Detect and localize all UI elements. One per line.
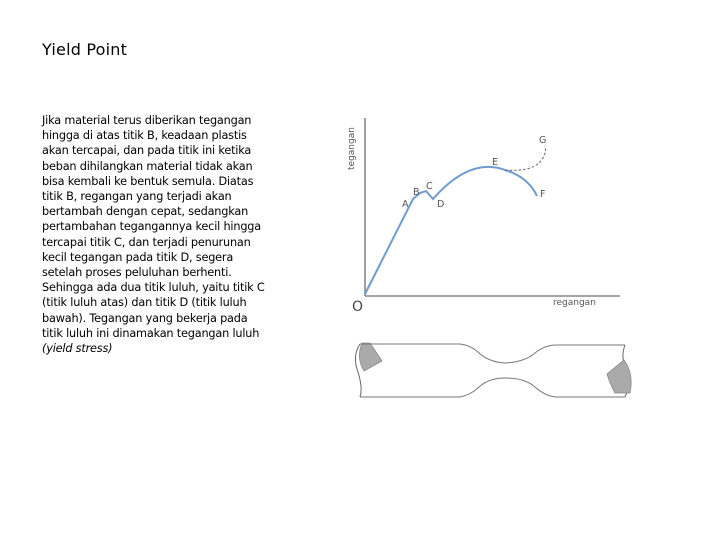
specimen-right-break-fill bbox=[607, 360, 631, 393]
point-label-e: E bbox=[492, 157, 499, 168]
origin-label: O bbox=[352, 299, 364, 315]
paragraph-text: Jika material terus diberikan tegangan hingga di atas titik B, keadaan plastis akan tercapai, dan pada titik ini ketika beban dihilangkan material tidak akan bisa kembali ke bentuk semula. Diatas titik B, regangan yang terjadi akan bertambah dengan cepat, sedangkan pertambahan tegangannya kecil hingga tercapai titik C, dan terjadi penurunan kecil tegangan pada titik D, segera setelah proses peluluhan berhenti. Sehingga ada dua titik luluh, yaitu titik C (titik luluh atas) dan titik D (titik luluh bawah). Tegangan yang bekerja pada titik luluh ini dinamakan tegangan luluh bbox=[42, 114, 265, 340]
x-axis-label: regangan bbox=[553, 298, 596, 308]
point-label-b: B bbox=[413, 187, 420, 198]
specimen-top-edge bbox=[360, 344, 625, 363]
point-label-d: D bbox=[437, 199, 445, 210]
point-label-a: A bbox=[402, 199, 409, 210]
specimen-bottom-edge bbox=[360, 378, 625, 397]
point-label-f: F bbox=[540, 189, 546, 200]
tensile-specimen-outline bbox=[360, 345, 626, 398]
y-axis-label: tegangan bbox=[347, 127, 357, 170]
stress-strain-curve bbox=[365, 167, 537, 294]
slide-title: Yield Point bbox=[42, 40, 128, 59]
dashed-curve-to-g bbox=[505, 146, 545, 170]
specimen-left-break-fill bbox=[359, 343, 382, 371]
point-label-g: G bbox=[539, 135, 547, 146]
paragraph-italic-term: (yield stress) bbox=[42, 342, 113, 356]
point-label-c: C bbox=[426, 181, 433, 192]
